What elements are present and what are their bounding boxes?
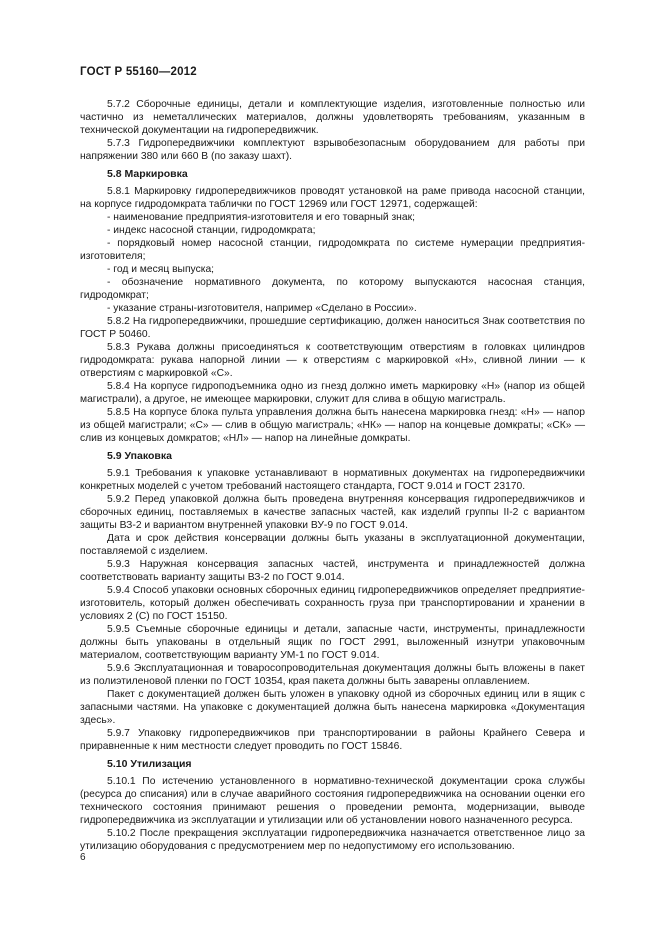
- paragraph-5-8-3: 5.8.3 Рукава должны присоединяться к соответствующим отверстиям в головках цилиндров гидродомкрата: рукава напорной линии — к отверстиям с маркировкой «Н», сливной линии — к отверстиям с маркировкой «С».: [80, 342, 585, 379]
- paragraph-5-7-2: 5.7.2 Сборочные единицы, детали и комплектующие изделия, изготовленные полностью или частично из неметаллических материалов, должны удовлетворять требованиям, указанным в технической документации на гидропередвижчик.: [80, 99, 585, 136]
- list-item: - указание страны-изготовителя, например «Сделано в России».: [107, 303, 417, 314]
- paragraph-5-9-7: 5.9.7 Упаковку гидропередвижчиков при транспортировании в районы Крайнего Севера и приравненные к ним местности следует проводить по ГОСТ 15846.: [80, 728, 585, 752]
- paragraph-5-9-4: 5.9.4 Способ упаковки основных сборочных единиц гидропередвижчиков определяет предприятие-изготовитель, который должен обеспечивать сохранность груза при транспортировании и хранении в условиях 2 (С) по ГОСТ 15150.: [80, 585, 585, 622]
- running-header: ГОСТ Р 55160—2012: [80, 66, 197, 78]
- page-number: 6: [80, 852, 86, 863]
- paragraph-5-9-6-note: Пакет с документацией должен быть уложен в упаковку одной из сборочных единиц или в ящик с запасными частями. На упаковке с документацией должна быть нанесена маркировка «Документация здесь».: [80, 689, 585, 726]
- paragraph-5-9-2: 5.9.2 Перед упаковкой должна быть проведена внутренняя консервация гидропередвижчиков и сборочных единиц, поставляемых в качестве запасных частей, как изделий группы II-2 с вариантом защиты ВЗ-2 и вариантом внутренней упаковки ВУ-9 по ГОСТ 9.014.: [80, 494, 585, 531]
- document-body: [80, 98, 585, 853]
- list-item: - наименование предприятия-изготовителя и его товарный знак;: [107, 212, 415, 223]
- paragraph-5-8-1: 5.8.1 Маркировку гидропередвижчиков проводят установкой на раме привода насосной станции, на корпусе гидродомкрата таблички по ГОСТ 12969 или ГОСТ 12971, содержащей:: [80, 186, 585, 210]
- section-heading-5-10: 5.10 Утилизация: [107, 758, 192, 770]
- paragraph-5-9-5: 5.9.5 Съемные сборочные единицы и детали, запасные части, инструменты, принадлежности должны быть упакованы в отдельный ящик по ГОСТ 2991, выложенный изнутри упаковочным материалом, соответствующим варианту УМ-1 по ГОСТ 9.014.: [80, 624, 585, 661]
- paragraph-5-8-5: 5.8.5 На корпусе блока пульта управления должна быть нанесена маркировка гнезд: «Н» — напор из общей магистрали; «С» — слив в общую магистраль; «НК» — напор на концевые домкраты; «СК» — слив из концевых домкратов; «НЛ» — напор на линейные домкраты.: [80, 407, 585, 444]
- paragraph-5-10-1: 5.10.1 По истечению установленного в нормативно-технической документации срока службы (ресурса до списания) или в случае аварийного состояния гидропередвижчика на основании оценки его технического состояния принимают решения о проведении ремонта, модернизации, выводе гидропередвижчика из эксплуатации и утилизации или об установлении нового назначенного ресурса.: [80, 776, 585, 826]
- paragraph-5-7-3: 5.7.3 Гидропередвижчики комплектуют взрывобезопасным оборудованием для работы при напряжении 380 или 660 В (по заказу шахт).: [80, 138, 585, 162]
- section-heading-5-8: 5.8 Маркировка: [107, 168, 188, 180]
- list-item: - порядковый номер насосной станции, гидродомкрата по системе нумерации предприятия-изготовителя;: [80, 238, 585, 262]
- paragraph-5-10-2: 5.10.2 После прекращения эксплуатации гидропередвижчика назначается ответственное лицо за утилизацию оборудования с предусмотрением мер по недопустимому его использованию.: [80, 828, 585, 852]
- paragraph-5-8-2: 5.8.2 На гидропередвижчики, прошедшие сертификацию, должен наноситься Знак соответствия по ГОСТ Р 50460.: [80, 316, 585, 340]
- paragraph-5-9-1: 5.9.1 Требования к упаковке устанавливают в нормативных документах на гидропередвижчики конкретных моделей с учетом требований настоящего стандарта, ГОСТ 9.014 и ГОСТ 23170.: [80, 468, 585, 492]
- paragraph-5-9-3: 5.9.3 Наружная консервация запасных частей, инструмента и принадлежностей должна соответствовать варианту защиты ВЗ-2 по ГОСТ 9.014.: [80, 559, 585, 583]
- paragraph-5-9-6: 5.9.6 Эксплуатационная и товаросопроводительная документация должны быть вложены в пакет из полиэтиленовой пленки по ГОСТ 10354, края пакета должны быть заварены оплавлением.: [80, 663, 585, 687]
- paragraph-5-8-4: 5.8.4 На корпусе гидроподъемника одно из гнезд должно иметь маркировку «Н» (напор из общей магистрали), а другое, не имеющее маркировки, служит для слива в общую магистраль.: [80, 381, 585, 405]
- list-item: - год и месяц выпуска;: [107, 264, 215, 275]
- list-item: - обозначение нормативного документа, по которому выпускаются насосная станция, гидродомкрат;: [80, 277, 585, 301]
- list-item: - индекс насосной станции, гидродомкрата;: [107, 225, 316, 236]
- section-heading-5-9: 5.9 Упаковка: [107, 450, 172, 462]
- paragraph-5-9-2-note: Дата и срок действия консервации должны быть указаны в эксплуатационной документации, поставляемой с изделием.: [80, 533, 585, 557]
